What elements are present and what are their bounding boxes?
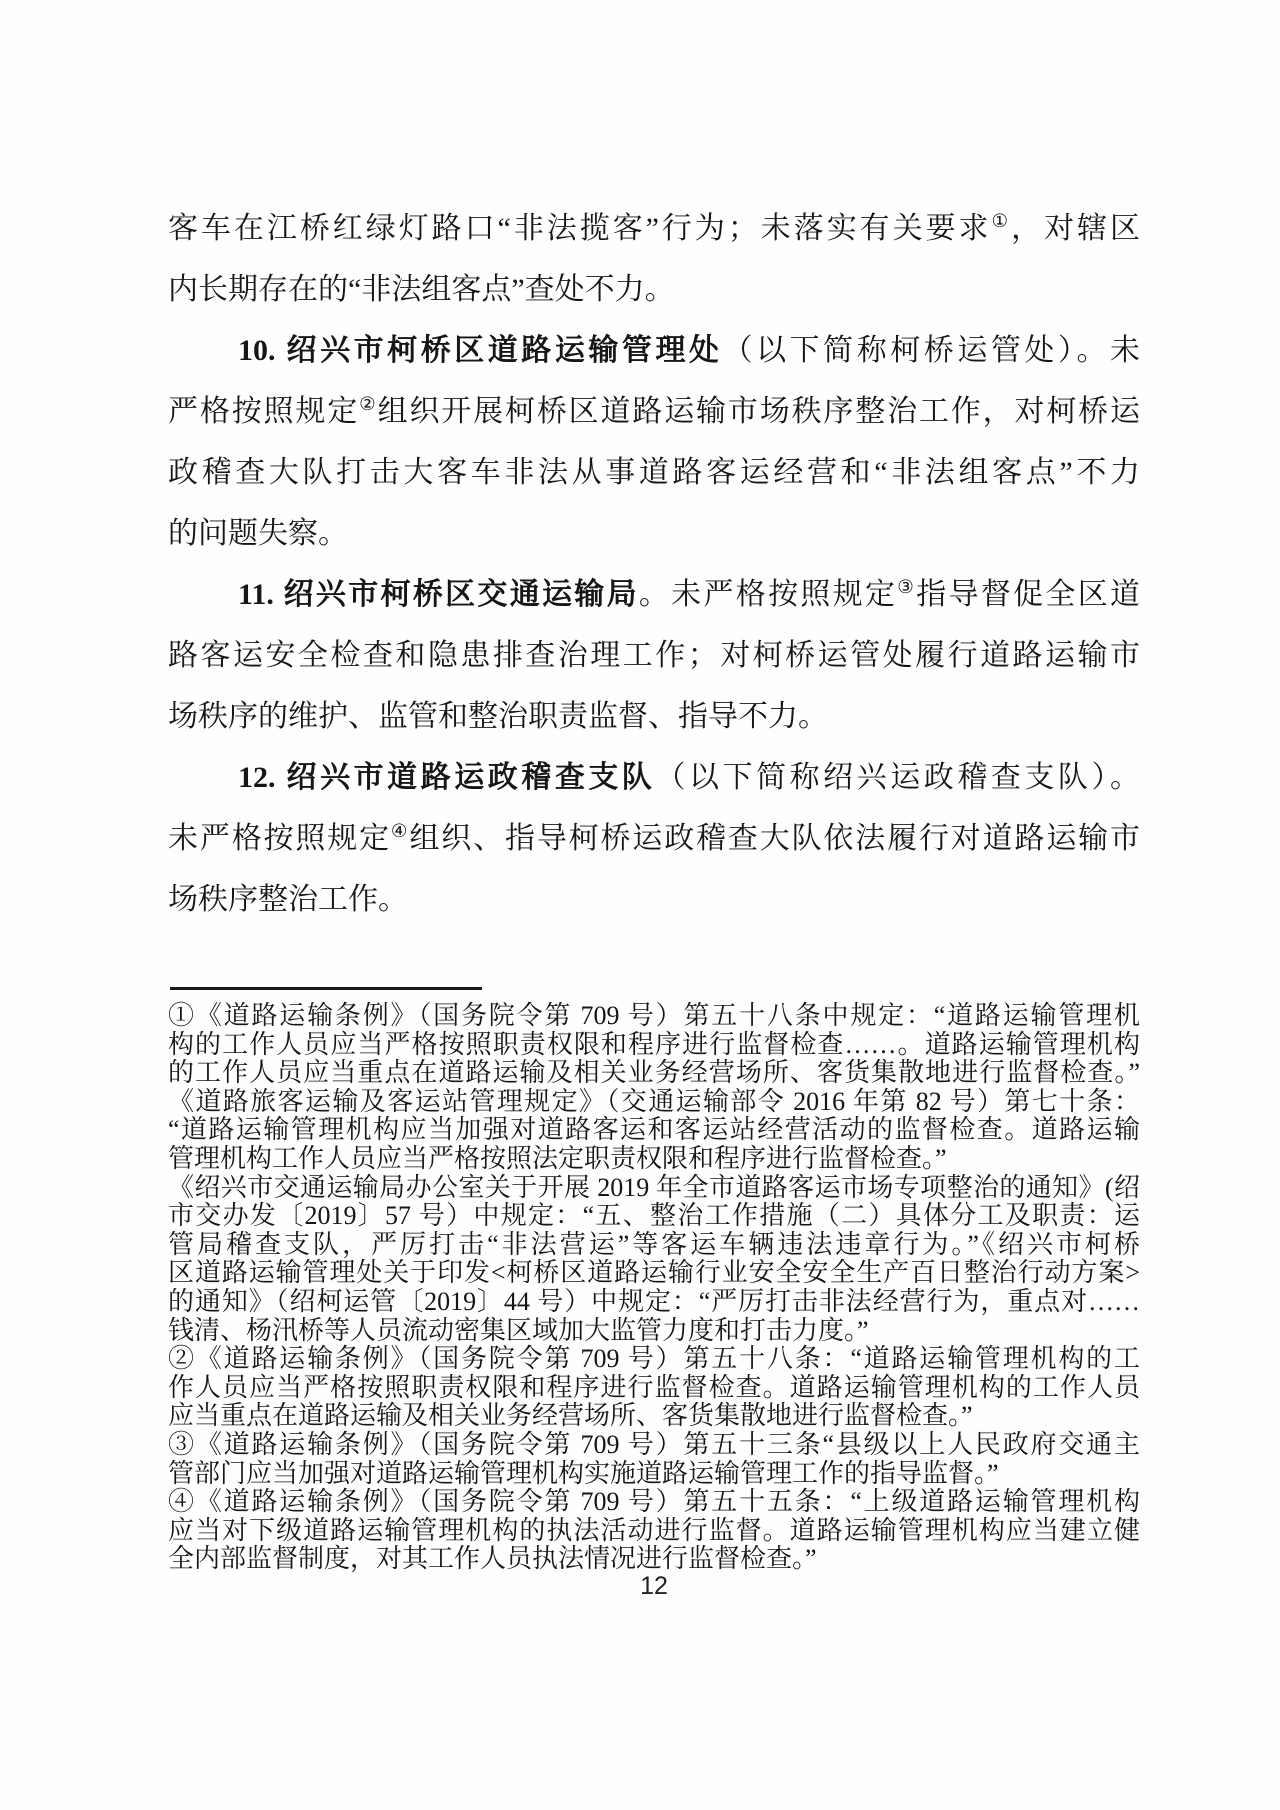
body-line — [168, 625, 1140, 686]
footnote-line: ①《道路运输条例》（国务院令第 709 号）第五十八条中规定：“道路运输管理机 — [168, 1001, 1140, 1030]
body-text-run: 内长期存在的“非法组客点”查处不力。 — [168, 273, 675, 306]
body-text-run: （以下简称柯桥运管处）。未 — [722, 334, 1141, 367]
footnote-line: 《绍兴市交通运输局办公室关于开展 2019 年全市道路客运市场专项整治的通知》(绍 — [168, 1172, 1140, 1202]
body-line — [168, 686, 1140, 747]
body-text-run: 路客运安全检查和隐患排查治理工作；对柯桥运管处履行道路运输市 — [168, 639, 1140, 672]
footnote-line: 应当重点在道路运输及相关业务经营场所、客货集散地进行监督检查。” — [168, 1401, 973, 1431]
footnote-line: 《道路旅客运输及客运站管理规定》（交通运输部令 2016 年第 82 号）第七十条： — [168, 1086, 1140, 1116]
footnote-line: 构的工作人员应当严格按照职责权限和程序进行监督检查……。道路运输管理机构 — [168, 1029, 1140, 1059]
body-line — [168, 747, 1140, 808]
entity-heading-text: 12. 绍兴市道路运政稽查支队 — [238, 761, 656, 794]
entity-heading-text: 10. 绍兴市柯桥区道路运输管理处 — [238, 334, 723, 367]
body-line — [168, 442, 1140, 503]
body-line — [168, 503, 1140, 564]
body-text-run: 指导督促全区道 — [916, 578, 1141, 611]
body-text-run: 组织开展柯桥区道路运输市场秩序整治工作，对柯桥运 — [377, 395, 1141, 428]
footnote-line: 钱清、杨汛桥等人员流动密集区域加大监管力度和打击力度。” — [168, 1315, 869, 1345]
body-text-run: 组织、指导柯桥运政稽查大队依法履行对道路运输市 — [409, 822, 1141, 855]
entity-heading-text: 11. 绍兴市柯桥区交通运输局 — [238, 578, 639, 611]
body-line — [168, 259, 1140, 320]
body-text-run: 。未严格按照规定 — [638, 578, 898, 611]
footnotes — [168, 1002, 1140, 1574]
footnote-line: 应当对下级道路运输管理机构的执法活动进行监督。道路运输管理机构应当建立健 — [168, 1515, 1140, 1545]
body-text-run: ，对辖区 — [1011, 212, 1141, 245]
footnote-line: “道路运输管理机构应当加强对道路客运和客运站经营活动的监督检查。道路运输 — [168, 1115, 1140, 1145]
page-number: 12 — [640, 1572, 668, 1600]
body-text-run: 未严格按照规定 — [168, 822, 391, 855]
footnote-line: 管局稽查支队，严厉打击“非法营运”等客运车辆违法违章行为。”《绍兴市柯桥 — [168, 1229, 1140, 1259]
footnote-ref-marker: ① — [991, 210, 1012, 232]
body-line — [168, 381, 1140, 442]
body-text-run: 场秩序整治工作。 — [168, 883, 408, 916]
body-text-run: 政稽查大队打击大客车非法从事道路客运经营和“非法组客点”不力 — [168, 456, 1140, 489]
body-line — [168, 869, 1140, 930]
footnote-ref-marker: ② — [359, 393, 378, 415]
footnote-ref-marker: ④ — [390, 820, 410, 842]
body-text-run: 的问题失察。 — [168, 517, 348, 550]
body-line — [168, 564, 1140, 625]
footnote-line: 全内部监督制度，对其工作人员执法情况进行监督检查。” — [168, 1544, 817, 1574]
body-text-run: 场秩序的维护、监管和整治职责监督、指导不力。 — [168, 700, 828, 733]
footnote-line: 作人员应当严格按照职责权限和程序进行监督检查。道路运输管理机构的工作人员 — [168, 1372, 1140, 1402]
body-text-run: 严格按照规定 — [168, 395, 360, 428]
body-text-run: 客车在江桥红绿灯路口“非法揽客”行为；未落实有关要求 — [168, 212, 992, 245]
footnote-ref-marker: ③ — [897, 576, 917, 598]
footnote-line: ③《道路运输条例》（国务院令第 709 号）第五十三条“县级以上人民政府交通主 — [168, 1429, 1140, 1459]
footnote-line: 管部门应当加强对道路运输管理机构实施道路运输管理工作的指导监督。” — [168, 1458, 999, 1488]
footnote-line: 的工作人员应当重点在道路运输及相关业务经营场所、客货集散地进行监督检查。” — [168, 1058, 1140, 1088]
footnote-line: ④《道路运输条例》（国务院令第 709 号）第五十五条：“上级道路运输管理机构 — [168, 1487, 1140, 1517]
footnote-line: ②《道路运输条例》（国务院令第 709 号）第五十八条：“道路运输管理机构的工 — [168, 1344, 1140, 1374]
body-line — [168, 808, 1140, 869]
footnote-line: 市交办发〔2019〕57 号）中规定：“五、整治工作措施（二）具体分工及职责：运 — [168, 1201, 1140, 1231]
body-line — [168, 320, 1140, 381]
body-text-run: （以下简称绍兴运政稽查支队）。 — [655, 761, 1141, 794]
body-text — [168, 198, 1140, 930]
footnote-line: 的通知》（绍柯运管〔2019〕44 号）中规定：“严厉打击非法经营行为，重点对…… — [168, 1286, 1140, 1316]
body-line — [168, 198, 1140, 259]
footnote-line: 区道路运输管理处关于印发<柯桥区道路运输行业安全安全生产百日整治行动方案> — [168, 1258, 1140, 1288]
footnote-line: 管理机构工作人员应当严格按照法定职责权限和程序进行监督检查。” — [168, 1143, 947, 1173]
footnote-separator — [170, 987, 482, 990]
